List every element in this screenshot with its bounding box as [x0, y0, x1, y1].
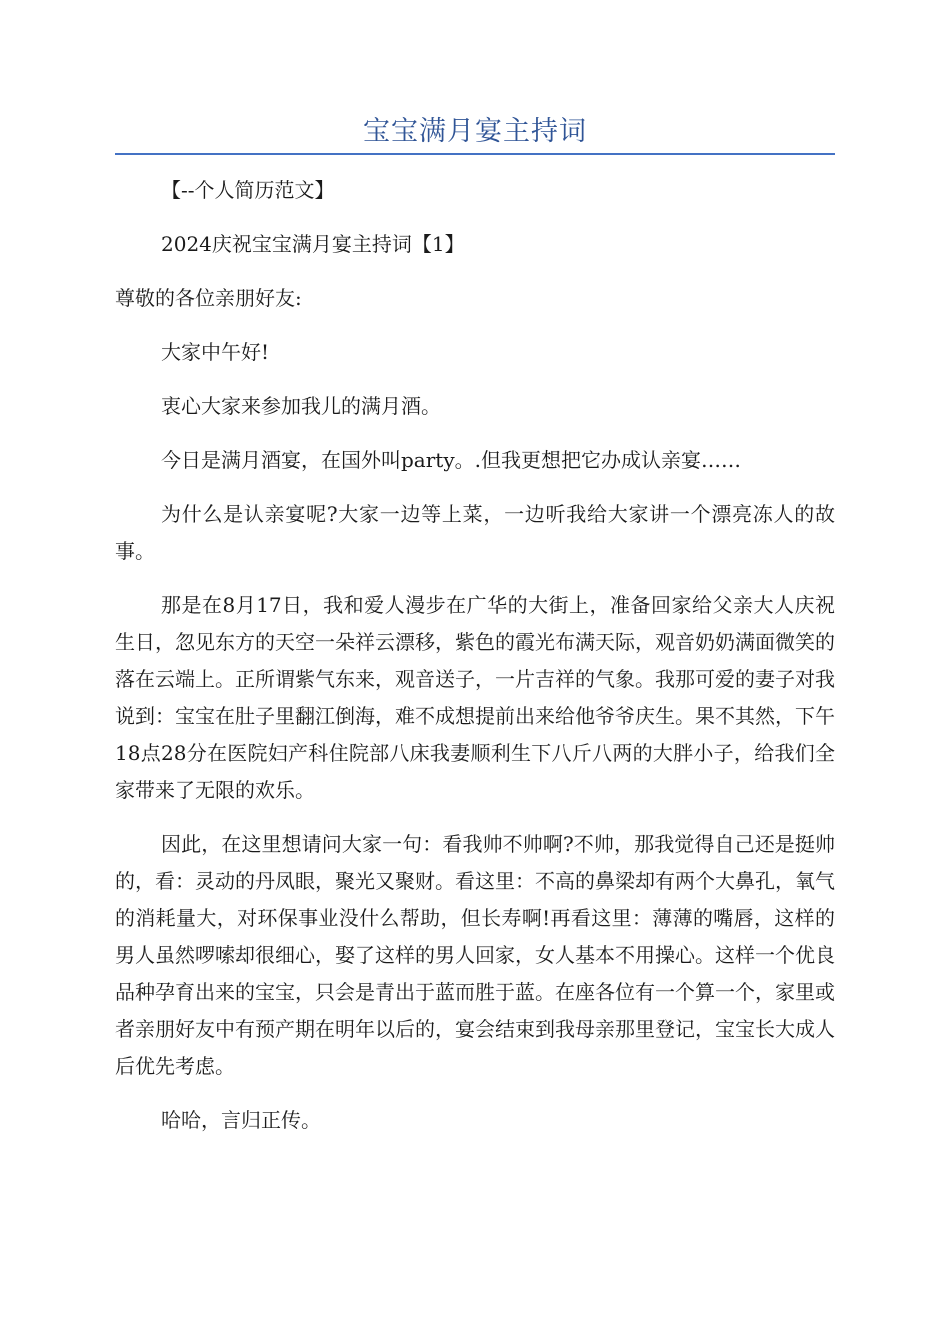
paragraph-question: 为什么是认亲宴呢?大家一边等上菜，一边听我给大家讲一个漂亮冻人的故事。 — [115, 502, 835, 563]
paragraph-greeting: 大家中午好! — [161, 340, 270, 364]
paragraph-category-tag: 【--个人简历范文】 — [161, 178, 335, 202]
document-title: 宝宝满月宴主持词 — [363, 116, 587, 147]
title-underline — [115, 153, 835, 155]
paragraph-salutation: 尊敬的各位亲朋好友: — [115, 286, 302, 310]
paragraph-intro: 今日是满月酒宴，在国外叫party。.但我更想把它办成认亲宴…… — [161, 448, 741, 472]
paragraph-subtitle: 2024庆祝宝宝满月宴主持词【1】 — [161, 232, 465, 256]
paragraph-welcome: 衷心大家来参加我儿的满月酒。 — [161, 394, 441, 418]
paragraph-transition: 哈哈，言归正传。 — [161, 1108, 321, 1132]
document-body — [115, 172, 835, 1156]
paragraph-story: 那是在8月17日，我和爱人漫步在广华的大街上，准备回家给父亲大人庆祝生日，忽见东方的天空一朵祥云漂移，紫色的霞光布满天际，观音奶奶满面微笑的落在云端上。正所谓紫气东来，观音送子，一片吉祥的气象。我那可爱的妻子对我说到：宝宝在肚子里翻江倒海，难不成想提前出来给他爷爷庆生。果不其然，下午18点28分在医院妇产科住院部八床我妻顺利生下八斤八两的大胖小子，给我们全家带来了无限的欢乐。 — [115, 593, 835, 802]
paragraph-humor: 因此，在这里想请问大家一句：看我帅不帅啊?不帅，那我觉得自己还是挺帅的，看：灵动的丹凤眼，聚光又聚财。看这里：不高的鼻梁却有两个大鼻孔，氧气的消耗量大，对环保事业没什么帮助，但长寿啊!再看这里：薄薄的嘴唇，这样的男人虽然啰嗦却很细心，娶了这样的男人回家，女人基本不用操心。这样一个优良品种孕育出来的宝宝，只会是青出于蓝而胜于蓝。在座各位有一个算一个，家里或者亲朋好友中有预产期在明年以后的，宴会结束到我母亲那里登记，宝宝长大成人后优先考虑。 — [115, 832, 835, 1078]
